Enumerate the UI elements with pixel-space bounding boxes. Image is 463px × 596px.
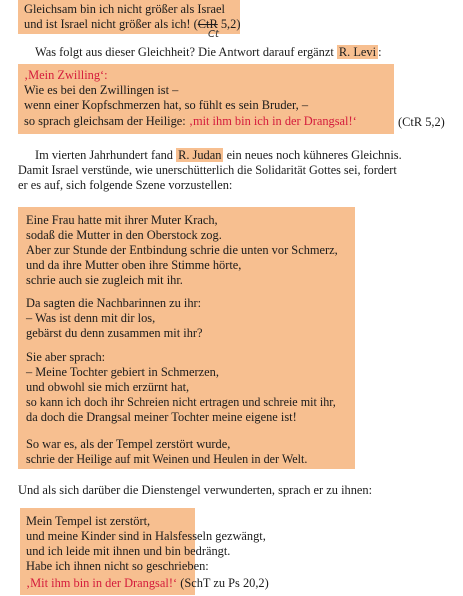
top-quote-line-1: Gleichsam bin ich nicht größer als Israel (24, 2, 225, 16)
quote4-line-4: Habe ich ihnen nicht so geschrieben: (26, 559, 209, 573)
quote4-line-2: und meine Kinder sind in Halsfesseln gezwängt, (26, 529, 266, 543)
paragraph-3: Und als sich darüber die Dienstengel verwunderten, sprach er zu ihnen: (18, 483, 373, 497)
quote2-reference: (CtR 5,2) (398, 115, 445, 129)
quote3-s1-line-1: Eine Frau hatte mit ihrer Muter Krach, (26, 213, 218, 227)
quote3-s1-line-5: schrie auch sie zugleich mit ihr. (26, 273, 183, 287)
quote3-s4-line-1: So war es, als der Tempel zerstört wurde, (26, 437, 231, 451)
quote3-s1-line-2: sodaß die Mutter in den Oberstock zog. (26, 228, 222, 242)
paragraph-2-line-1: Im vierten Jahrhundert fand R. Judan ein neues noch kühneres Gleichnis. (35, 148, 402, 162)
name-highlight-judan: R. Judan (178, 148, 222, 162)
quote3-s1-line-4: und da ihre Mutter oben ihre Stimme hörte, (26, 258, 242, 272)
quote4-reference: (SchT zu Ps 20,2) (180, 576, 269, 590)
quote4-final-red: ‚Mit ihm bin in der Drangsal!‘ (26, 576, 178, 590)
struck-reference: CtR (197, 17, 218, 31)
quote3-s2-line-2: – Was ist denn mit dir los, (26, 311, 156, 325)
paragraph-2-line-3: er es auf, sich folgende Szene vorzustellen: (18, 178, 233, 192)
quote3-s1-line-3: Aber zur Stunde der Entbindung schrie die unten vor Schmerz, (26, 243, 338, 257)
quote2-line-1: Wie es bei den Zwillingen ist – (24, 83, 179, 97)
quote4-line-5 (26, 576, 269, 590)
quote3-s3-line-4: so kann ich doch ihr Schreien nicht ertragen und schreie mit ihr, (26, 395, 336, 409)
quote2-line-3: so sprach gleichsam der Heilige: ‚mit ihm bin ich in der Drangsal!‘ (24, 114, 357, 128)
handwritten-correction: Ct (208, 29, 219, 40)
quote3-s3-line-2: – Meine Tochter gebiert in Schmerzen, (26, 365, 219, 379)
quote2-line-2: wenn einer Kopfschmerzen hat, so fühlt es sein Bruder, – (24, 98, 309, 112)
quote3-s2-line-1: Da sagten die Nachbarinnen zu ihr: (26, 296, 202, 310)
quote4-line-3: und ich leide mit ihnen und bin bedrängt. (26, 544, 231, 558)
quote3-s2-line-3: gebärst du denn zusammen mit ihr? (26, 326, 203, 340)
quote4-line-1: Mein Tempel ist zerstört, (26, 514, 151, 528)
quote3-s4-line-2: schrie der Heilige auf mit Weinen und Heulen in der Welt. (26, 452, 308, 466)
paragraph-2-line-2: Damit Israel verstünde, wie unerschütterlich die Solidarität Gottes sei, fordert (18, 163, 397, 177)
quote3-s3-line-5: da doch die Drangsal meiner Tochter meine eigene ist! (26, 410, 297, 424)
quote3-s3-line-3: und obwohl sie mich erzürnt hat, (26, 380, 190, 394)
paragraph-1: Was folgt aus dieser Gleichheit? Die Antwort darauf ergänzt R. Levi : (35, 45, 382, 59)
name-highlight-levi: R. Levi (338, 45, 377, 59)
top-quote-line-2: und ist Israel nicht größer als ich! (CtR 5,2) (24, 17, 241, 31)
quote3-s3-line-1: Sie aber sprach: (26, 350, 106, 364)
quote2-title: ‚Mein Zwilling‘: (24, 68, 108, 82)
